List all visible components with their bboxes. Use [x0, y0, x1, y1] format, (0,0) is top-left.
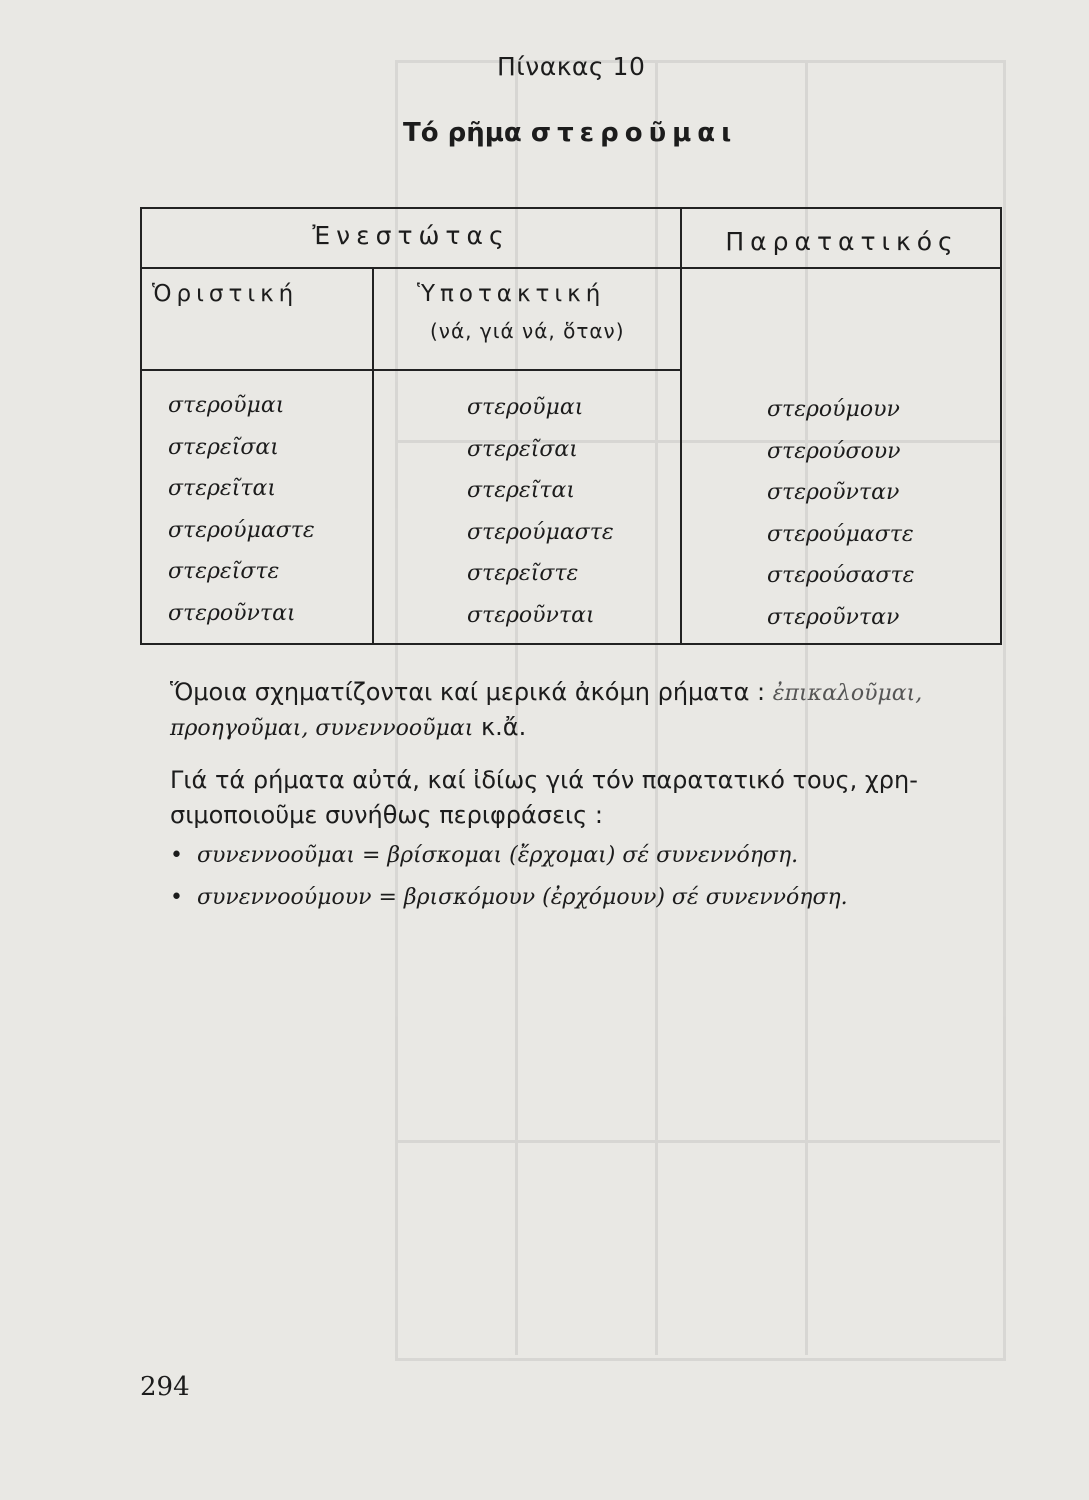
similar-verb-examples: προηγοῦμαι, συνεννοοῦμαι	[170, 716, 474, 741]
table-label: Πίνακας 10	[497, 52, 646, 81]
title-prefix: Τό ρῆμα	[403, 118, 522, 148]
table-divider-imperfect	[680, 209, 682, 643]
example-text-1: συνεννοοῦμαι = βρίσκομαι (ἔρχομαι) σέ συνεννόηση.	[196, 843, 799, 868]
bullet-dot: •	[170, 885, 183, 910]
title-verb: στεροῦμαι	[530, 118, 738, 148]
imperfect-form: στεροῦνταν	[767, 604, 900, 630]
imperfect-form: στερούμουν	[767, 397, 900, 422]
conjugation-table	[140, 207, 1002, 645]
example-bullet-2	[170, 885, 848, 910]
indicative-form: στερεῖσαι	[168, 434, 279, 460]
indicative-form: στεροῦμαι	[168, 393, 285, 418]
imperfect-form: στερούσουν	[767, 438, 901, 464]
subjunctive-form: στερεῖσαι	[467, 436, 578, 462]
example-text-2: συνεννοούμουν = βρισκόμουν (ἐρχόμουν) σέ συνεννόηση.	[196, 885, 848, 910]
subjunctive-form: στερούμαστε	[467, 519, 614, 545]
imperfect-form: στερούμαστε	[767, 521, 914, 547]
indicative-form: στερούμαστε	[168, 517, 315, 543]
similar-verbs-text: Ὅμοια σχηματίζονται καί μερικά ἀκόμη ρήματα :	[170, 678, 766, 706]
subjunctive-header: Ὑποτακτική	[417, 281, 606, 307]
subjunctive-form: στεροῦμαι	[467, 395, 584, 420]
table-rule-subheader	[142, 369, 682, 371]
present-tense-header: Ἐνεστώτας	[312, 221, 510, 250]
indicative-header: Ὁριστική	[152, 281, 299, 307]
page-title	[403, 118, 737, 148]
subjunctive-form: στερεῖται	[467, 478, 576, 504]
imperfect-tense-header: Παρατατικός	[725, 227, 959, 256]
table-rule-header	[142, 267, 1002, 269]
table-divider-moods	[372, 267, 374, 643]
example-bullet-1	[170, 843, 798, 868]
subjunctive-form: στεροῦνται	[467, 602, 595, 628]
indicative-form: στεροῦνται	[168, 600, 296, 626]
page-number: 294	[140, 1372, 190, 1402]
subjunctive-forms-list	[467, 387, 614, 637]
periphrasis-line-1: Γιά τά ρήματα αὐτά, καί ἰδίως γιά τόν παρατατικό τους, χρη-	[170, 766, 918, 794]
imperfect-form: στερούσαστε	[767, 563, 915, 589]
indicative-forms-list	[168, 385, 315, 635]
bullet-dot: •	[170, 843, 183, 868]
subjunctive-particles-note: (νά, γιά νά, ὅταν)	[430, 319, 625, 343]
imperfect-forms-list	[767, 389, 914, 639]
periphrasis-line-2: σιμοποιοῦμε συνήθως περιφράσεις :	[170, 801, 603, 829]
similar-verbs-etc: κ.ἄ.	[480, 713, 527, 741]
similar-verb-example: ἐπικαλοῦμαι,	[772, 681, 923, 706]
indicative-form: στερεῖται	[168, 476, 277, 502]
subjunctive-form: στερεῖστε	[467, 561, 579, 587]
indicative-form: στερεῖστε	[168, 559, 280, 585]
imperfect-form: στεροῦνταν	[767, 480, 900, 506]
similar-verbs-line-2	[170, 707, 526, 749]
